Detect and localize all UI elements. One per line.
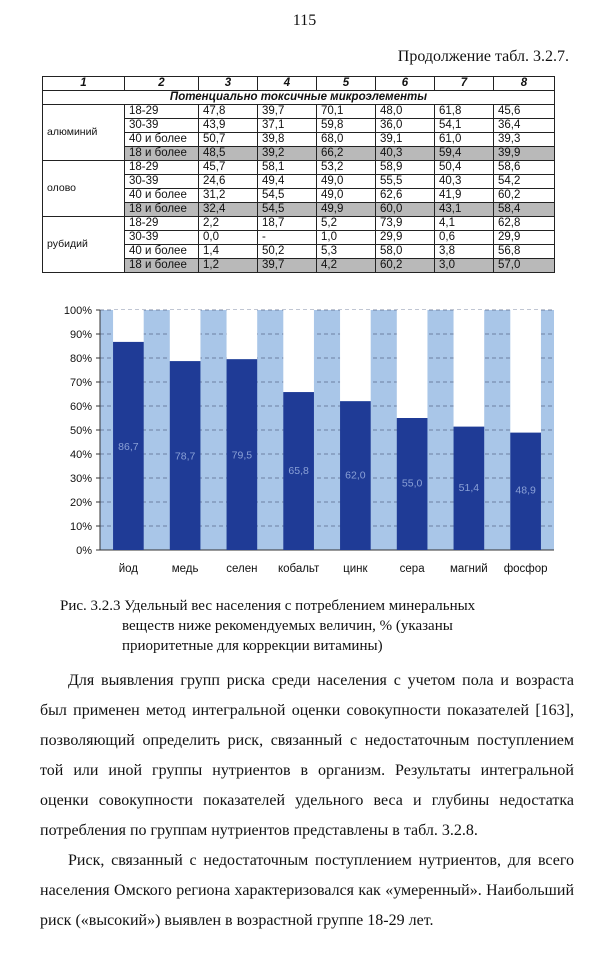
y-tick-label: 0% [76, 545, 92, 557]
value-cell: 50,2 [258, 245, 317, 259]
value-cell: 50,7 [199, 133, 258, 147]
value-cell: 58,9 [376, 161, 435, 175]
y-tick-label: 70% [69, 377, 92, 389]
bar-remainder [283, 310, 314, 392]
value-cell: 39,1 [376, 133, 435, 147]
value-cell: 62,8 [494, 217, 555, 231]
value-cell: 29,9 [376, 231, 435, 245]
value-cell: 37,1 [258, 119, 317, 133]
value-cell: 45,6 [494, 105, 555, 119]
value-cell: 58,1 [258, 161, 317, 175]
bar-value-label: 86,7 [118, 441, 139, 454]
value-cell: 59,4 [435, 147, 494, 161]
y-tick-label: 80% [69, 353, 92, 365]
value-cell: 48,0 [376, 105, 435, 119]
age-group-cell: 30-39 [125, 119, 199, 133]
value-cell: 4,1 [435, 217, 494, 231]
bar-remainder [113, 310, 144, 342]
category-label: фосфор [503, 563, 548, 575]
value-cell: 3,8 [435, 245, 494, 259]
age-group-cell: 18-29 [125, 217, 199, 231]
value-cell: 36,0 [376, 119, 435, 133]
value-cell: 4,2 [317, 259, 376, 273]
value-cell: 45,7 [199, 161, 258, 175]
bar-value-label: 55,0 [401, 477, 423, 490]
data-table [42, 76, 555, 273]
category-label: магний [450, 563, 488, 575]
bar-chart [42, 300, 562, 595]
value-cell: 40,3 [376, 147, 435, 161]
age-group-cell: 18 и более [125, 203, 199, 217]
value-cell: 43,1 [435, 203, 494, 217]
value-cell: 39,7 [258, 259, 317, 273]
bar-value-label: 78,7 [174, 450, 196, 463]
value-cell: 54,5 [258, 203, 317, 217]
value-cell: 0,0 [199, 231, 258, 245]
category-label: цинк [343, 563, 368, 575]
value-cell: 29,9 [494, 231, 555, 245]
value-cell: 50,4 [435, 161, 494, 175]
y-tick-label: 90% [69, 329, 92, 341]
value-cell: 56,8 [494, 245, 555, 259]
value-cell: 73,9 [376, 217, 435, 231]
table-header-cell: 8 [494, 77, 555, 91]
paragraph: Риск, связанный с недостаточным поступлением нутриентов, для всего населения Омского региона характеризовался как «умеренный». Наибольший риск («высокий») выявлен в возрастной группе 18-29 лет. [40, 852, 574, 929]
value-cell: 66,2 [317, 147, 376, 161]
age-group-cell: 18-29 [125, 105, 199, 119]
value-cell: 55,5 [376, 175, 435, 189]
value-cell: 70,1 [317, 105, 376, 119]
value-cell: 61,8 [435, 105, 494, 119]
category-label: йод [118, 563, 139, 575]
value-cell: 60,0 [376, 203, 435, 217]
age-group-cell: 40 и более [125, 133, 199, 147]
value-cell: 68,0 [317, 133, 376, 147]
value-cell: 32,4 [199, 203, 258, 217]
figure-caption [60, 596, 580, 656]
age-group-cell: 18-29 [125, 161, 199, 175]
y-tick-label: 100% [63, 305, 92, 317]
value-cell: 1,0 [317, 231, 376, 245]
y-tick-label: 10% [69, 521, 92, 533]
value-cell: 41,9 [435, 189, 494, 203]
element-name-cell: олово [43, 161, 125, 217]
value-cell: 58,6 [494, 161, 555, 175]
caption-line-3: приоритетные для коррекции витамины) [122, 638, 383, 654]
value-cell: 0,6 [435, 231, 494, 245]
bar-remainder [227, 310, 258, 359]
body-text [40, 666, 574, 936]
value-cell: 1,2 [199, 259, 258, 273]
age-group-cell: 30-39 [125, 231, 199, 245]
y-tick-label: 20% [69, 497, 92, 509]
value-cell: 59,8 [317, 119, 376, 133]
table-header-cell: 5 [317, 77, 376, 91]
table-header-row [43, 77, 555, 91]
value-cell: 58,4 [494, 203, 555, 217]
value-cell: 49,9 [317, 203, 376, 217]
category-label: селен [226, 563, 258, 575]
value-cell: 62,6 [376, 189, 435, 203]
value-cell: 49,4 [258, 175, 317, 189]
age-group-cell: 40 и более [125, 189, 199, 203]
table-continuation-label: Продолжение табл. 3.2.7. [397, 48, 569, 65]
table-section-row [43, 91, 555, 105]
value-cell: 24,6 [199, 175, 258, 189]
table-header-cell: 6 [376, 77, 435, 91]
value-cell: 54,2 [494, 175, 555, 189]
bar-remainder [454, 310, 485, 427]
value-cell: 54,5 [258, 189, 317, 203]
value-cell: 39,9 [494, 147, 555, 161]
age-group-cell: 30-39 [125, 175, 199, 189]
element-name-cell: алюминий [43, 105, 125, 161]
table-header-cell: 2 [125, 77, 199, 91]
value-cell: 60,2 [494, 189, 555, 203]
bar-value-label: 65,8 [288, 465, 309, 478]
value-cell: - [258, 231, 317, 245]
value-cell: 54,1 [435, 119, 494, 133]
bar-remainder [170, 310, 201, 361]
bar-remainder [397, 310, 428, 418]
value-cell: 48,5 [199, 147, 258, 161]
caption-line-2: веществ ниже рекомендуемых величин, % (указаны [122, 618, 453, 634]
value-cell: 39,2 [258, 147, 317, 161]
y-tick-label: 40% [69, 449, 92, 461]
value-cell: 39,3 [494, 133, 555, 147]
value-cell: 47,8 [199, 105, 258, 119]
page-number: 115 [292, 12, 317, 29]
value-cell: 61,0 [435, 133, 494, 147]
table-header-cell: 7 [435, 77, 494, 91]
bar-value-label: 51,4 [458, 481, 480, 494]
value-cell: 39,8 [258, 133, 317, 147]
value-cell: 60,2 [376, 259, 435, 273]
table-header-cell: 4 [258, 77, 317, 91]
table-row [43, 217, 555, 231]
age-group-cell: 18 и более [125, 259, 199, 273]
table-row [43, 161, 555, 175]
value-cell: 36,4 [494, 119, 555, 133]
age-group-cell: 18 и более [125, 147, 199, 161]
bar-value-label: 79,5 [231, 449, 253, 462]
bar-value-label: 62,0 [345, 469, 366, 482]
bar-chart-svg [42, 300, 562, 590]
bar-remainder [510, 310, 541, 433]
paragraph: Для выявления групп риска среди населения с учетом пола и возраста был применен метод интегральной оценки совокупности показателей [163], позволяющий определить риск, связанный с недостаточным поступлением той или иной группы нутриентов в организм. Результаты интегральной оценки совокупности показателей удельного веса и глубины недостатка потребления по группам нутриентов представлены в табл. 3.2.8. [40, 672, 574, 839]
value-cell: 40,3 [435, 175, 494, 189]
value-cell: 2,2 [199, 217, 258, 231]
age-group-cell: 40 и более [125, 245, 199, 259]
category-label: кобальт [277, 563, 320, 575]
y-tick-label: 60% [69, 401, 92, 413]
value-cell: 49,0 [317, 189, 376, 203]
y-tick-label: 30% [69, 473, 92, 485]
value-cell: 57,0 [494, 259, 555, 273]
value-cell: 5,3 [317, 245, 376, 259]
value-cell: 43,9 [199, 119, 258, 133]
category-label: сера [399, 563, 425, 575]
value-cell: 5,2 [317, 217, 376, 231]
value-cell: 18,7 [258, 217, 317, 231]
value-cell: 39,7 [258, 105, 317, 119]
bar-remainder [340, 310, 371, 401]
value-cell: 49,0 [317, 175, 376, 189]
value-cell: 53,2 [317, 161, 376, 175]
element-name-cell: рубидий [43, 217, 125, 273]
caption-line-1: Рис. 3.2.3 Удельный вес населения с потреблением минеральных [60, 598, 476, 614]
value-cell: 31,2 [199, 189, 258, 203]
table-section-title: Потенциально токсичные микроэлементы [43, 91, 555, 105]
value-cell: 3,0 [435, 259, 494, 273]
y-tick-label: 50% [69, 425, 92, 437]
value-cell: 1,4 [199, 245, 258, 259]
value-cell: 58,0 [376, 245, 435, 259]
table-row [43, 105, 555, 119]
bar-value-label: 48,9 [515, 484, 536, 497]
category-label: медь [171, 563, 199, 575]
table-header-cell: 1 [43, 77, 125, 91]
table-header-cell: 3 [199, 77, 258, 91]
